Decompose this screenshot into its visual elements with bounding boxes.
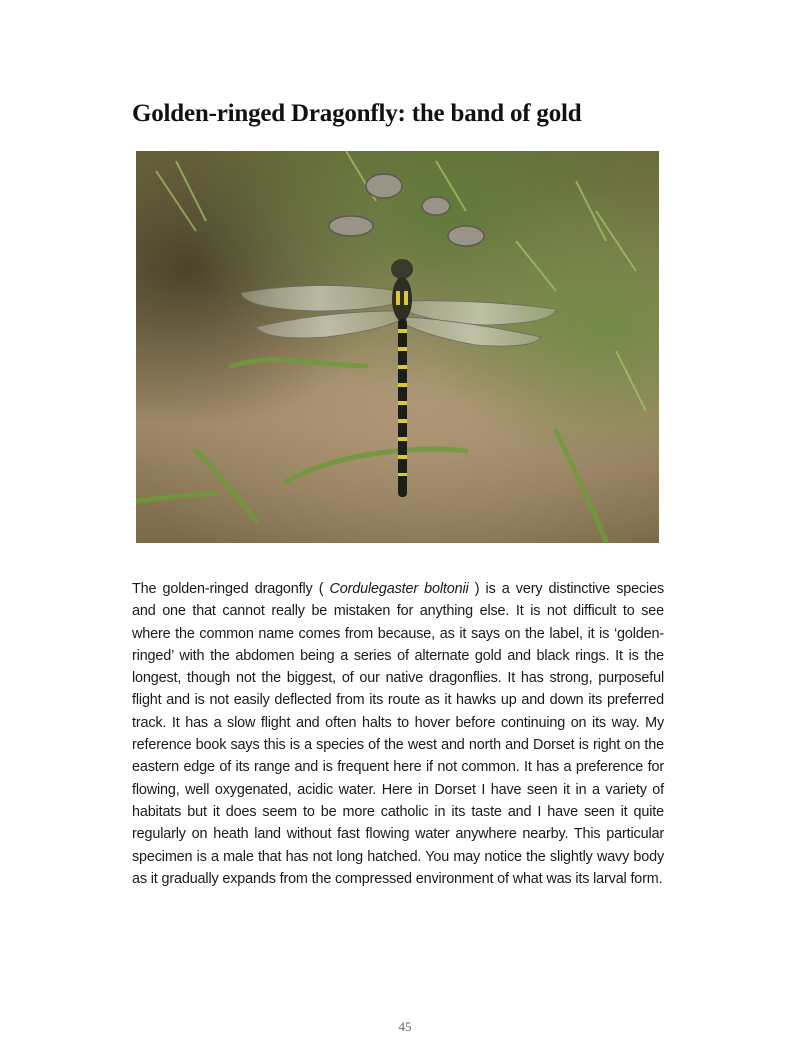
- body-paragraph: [132, 578, 664, 890]
- paragraph-intro: The golden-ringed dragonfly (: [132, 581, 330, 597]
- dragonfly-photo-illustration: [136, 151, 659, 543]
- page-number: 45: [398, 1019, 412, 1034]
- dragonfly-photo: [136, 151, 659, 543]
- page-title: Golden-ringed Dragonfly: the band of gold: [132, 100, 582, 127]
- paragraph-body: ) is a very distinctive species and one that cannot really be mistaken for anything else. It is not difficult to see where the common name comes from because, as it says on the label, it is ‘golden-ringed’ with the abdomen being a series of alternate gold and black rings. It is the longest, though not the biggest, of our native dragonflies. It has strong, purposeful flight and is not easily deflected from its route as it hawks up and down its preferred track. It has a slow flight and often halts to hover before continuing on its way. My reference book says this is a species of the west and north and Dorset is right on the eastern edge of its range and is frequent here if not common. It has a preference for flowing, well oxygenated, acidic water. Here in Dorset I have seen it in a variety of habitats but it does seem to be more catholic in its taste and I have seen it quite regularly on heath land without fast flowing water anywhere nearby. This particular specimen is a male that has not long hatched. You may notice the slightly wavy body as it gradually expands from the compressed environment of what was its larval form.: [132, 581, 664, 887]
- species-name: Cordulegaster boltonii: [329, 581, 469, 597]
